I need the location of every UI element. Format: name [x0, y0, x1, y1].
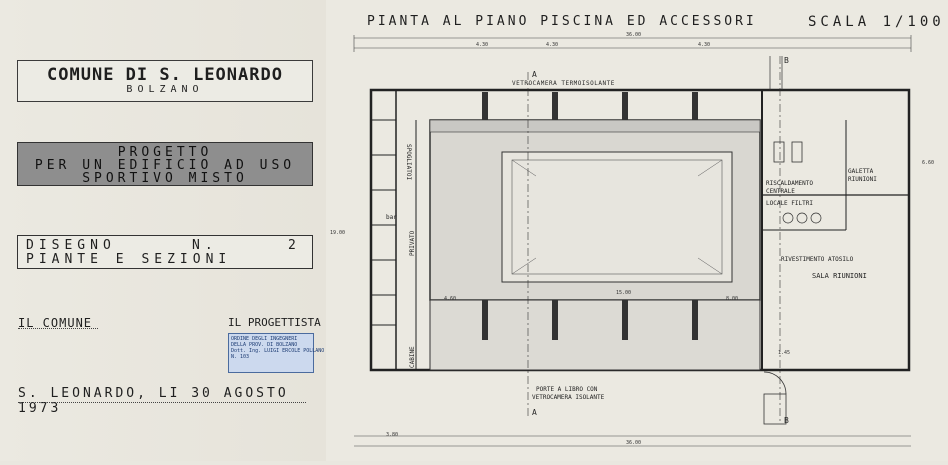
- comune-signature-line: [18, 328, 98, 329]
- project-line-3: SPORTIVO MISTO: [82, 171, 248, 186]
- filtri-label: LOCALE FILTRI: [766, 200, 813, 207]
- stamp-line-1: ORDINE DEGLI INGEGNERI: [231, 336, 298, 342]
- dim-1900: 19.00: [330, 230, 346, 236]
- dim-pool-length: 15.00: [616, 290, 632, 296]
- stamp-line-4: N. 103: [231, 354, 250, 360]
- drawing-number-box: [17, 235, 313, 269]
- engineer-stamp: [228, 333, 325, 373]
- dim-145: 1.45: [778, 350, 791, 356]
- project-line-2: PER UN EDIFICIO AD USO: [34, 158, 296, 173]
- sala-riunioni-label: SALA RIUNIONI: [812, 272, 867, 280]
- drawing-content: PIANTE E SEZIONI: [26, 252, 232, 267]
- plan-scale: SCALA 1/100: [808, 14, 945, 30]
- riscaldamento-label: RISCALDAMENTO CENTRALE: [766, 180, 813, 195]
- project-line-1: PROGETTO: [117, 145, 213, 160]
- progettista-label: IL PROGETTISTA: [228, 316, 321, 329]
- dim-380: 3.80: [386, 432, 399, 438]
- date-underline: [18, 402, 306, 403]
- dim-800: 8.00: [726, 296, 739, 302]
- place-date-line: S. LEONARDO, LI 30 AGOSTO 1973: [18, 386, 289, 416]
- drawing-label: DISEGNO: [26, 238, 116, 253]
- dim-430-b: 4.30: [546, 42, 559, 48]
- section-mark-a-top: A: [532, 70, 538, 79]
- rivestimento-label: RIVESTIMENTO ATOSILO: [781, 256, 854, 263]
- floor-plan-drawing: [326, 0, 948, 461]
- drawing-n-label: N.: [192, 238, 218, 253]
- dim-overall-bottom: 36.00: [626, 440, 642, 446]
- province-title: BOLZANO: [126, 84, 204, 95]
- dim-660: 6.60: [922, 160, 935, 166]
- municipality-box: [17, 60, 313, 102]
- porte-label: PORTE A LIBRO CON: [536, 386, 598, 393]
- plan-title: PIANTA AL PIANO PISCINA ED ACCESSORI: [367, 14, 757, 29]
- stamp-line-3: Dott. Ing. LUIGI ERCOLE POLLANO: [231, 348, 325, 354]
- dim-460: 4.60: [444, 296, 457, 302]
- drawing-number: 2: [288, 238, 301, 253]
- section-mark-b-bottom: B: [784, 416, 790, 425]
- dim-430-c: 4.30: [698, 42, 711, 48]
- plan-panel: [326, 0, 948, 461]
- comune-label: IL COMUNE: [18, 316, 93, 330]
- dim-overall-top: 36.00: [626, 32, 642, 38]
- vetrocamera-top-label: VETROCAMERA TERMOISOLANTE: [512, 80, 615, 87]
- stamp-line-2: DELLA PROV. DI BOLZANO: [231, 342, 298, 348]
- privato-label: PRIVATO: [409, 230, 416, 256]
- cabine-label: CABINE: [409, 346, 416, 368]
- galetta-label: GALETTA RIUNIONI: [848, 168, 877, 183]
- project-banner: [17, 142, 313, 186]
- municipality-title: COMUNE DI S. LEONARDO: [47, 65, 283, 85]
- section-mark-b-top: B: [784, 56, 790, 65]
- spogliatoi-label: SPOGLIATOI: [405, 144, 412, 181]
- title-block-panel: [0, 0, 327, 461]
- vetrocamera-bottom-label: VETROCAMERA ISOLANTE: [532, 394, 605, 401]
- bar-label: bar: [386, 214, 397, 221]
- section-mark-a-bottom: A: [532, 408, 538, 417]
- dim-430-a: 4.30: [476, 42, 489, 48]
